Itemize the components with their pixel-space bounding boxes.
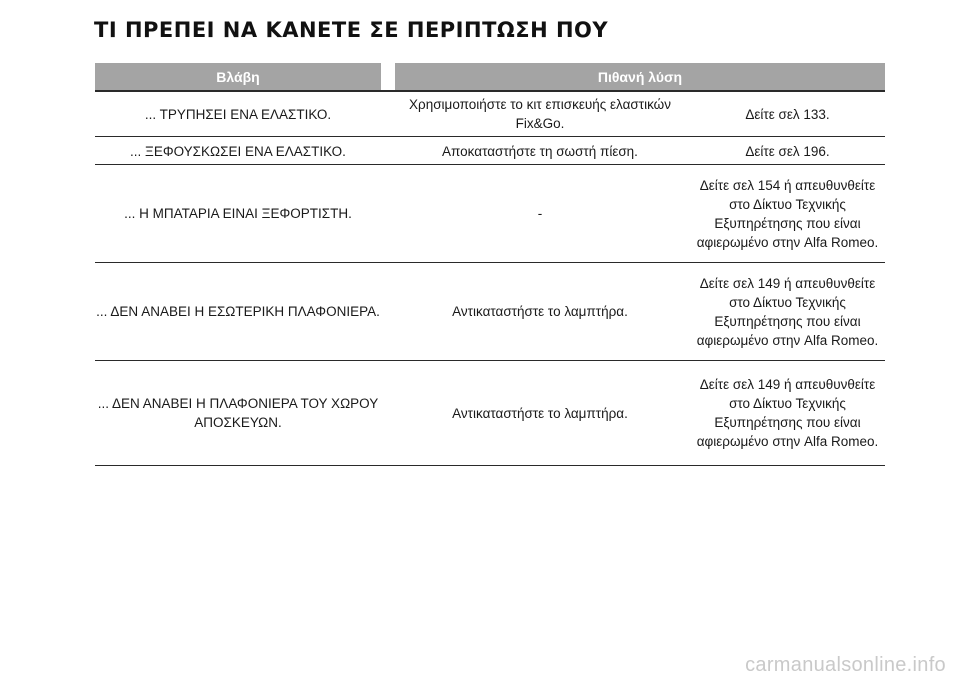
- table-row-fault: ... ΞΕΦΟΥΣΚΩΣΕΙ ΕΝΑ ΕΛΑΣΤΙΚΟ.: [130, 143, 346, 159]
- row-divider: [95, 465, 885, 466]
- table-row-fault: ... ΤΡΥΠΗΣΕΙ ΕΝΑ ΕΛΑΣΤΙΚΟ.: [144, 106, 332, 122]
- table-row-reference: Δείτε σελ 149 ή απευθυνθείτε στο Δίκτυο Τεχνικής Εξυπηρέτησης που είναι αφιερωμένο στην Alfa Romeo.: [696, 377, 879, 449]
- table-row-reference: Δείτε σελ 133.: [745, 106, 830, 122]
- table-row-reference: Δείτε σελ 196.: [745, 143, 830, 159]
- table-row-fault: ... Η ΜΠΑΤΑΡΙΑ ΕΙΝΑΙ ΞΕΦΟΡΤΙΣΤΗ.: [124, 206, 352, 221]
- table-row-reference: Δείτε σελ 154 ή απευθυνθείτε στο Δίκτυο Τεχνικής Εξυπηρέτησης που είναι αφιερωμένο στην Alfa Romeo.: [696, 177, 879, 250]
- table-row-action: -: [537, 206, 543, 221]
- table-row-fault: ... ΔΕΝ ΑΝΑΒΕΙ Η ΠΛΑΦΟΝΙΕΡΑ ΤΟΥ ΧΩΡΟΥ ΑΠΟΣΚΕΥΩΝ.: [97, 396, 379, 430]
- page-title: ΤΙ ΠΡΕΠΕΙ ΝΑ ΚΑΝΕΤΕ ΣΕ ΠΕΡΙΠΤΩΣΗ ΠΟΥ: [94, 18, 609, 42]
- table-row-action: Αντικαταστήστε το λαμπτήρα.: [452, 304, 628, 319]
- table-row-fault: ... ΔΕΝ ΑΝΑΒΕΙ Η ΕΣΩΤΕΡΙΚΗ ΠΛΑΦΟΝΙΕΡΑ.: [96, 304, 380, 319]
- watermark: carmanualsonline.info: [745, 654, 946, 676]
- table-row-action: Αποκαταστήστε τη σωστή πίεση.: [442, 143, 638, 159]
- column-header-solution: Πιθανή λύση: [395, 63, 885, 90]
- table-row-action: Χρησιμοποιήστε το κιτ επισκευής ελαστικών Fix&Go.: [409, 97, 671, 131]
- table-row-action: Αντικαταστήστε το λαμπτήρα.: [452, 405, 628, 421]
- table-row-reference: Δείτε σελ 149 ή απευθυνθείτε στο Δίκτυο Τεχνικής Εξυπηρέτησης που είναι αφιερωμένο στην Alfa Romeo.: [696, 275, 879, 348]
- column-header-fault: Βλάβη: [95, 63, 381, 90]
